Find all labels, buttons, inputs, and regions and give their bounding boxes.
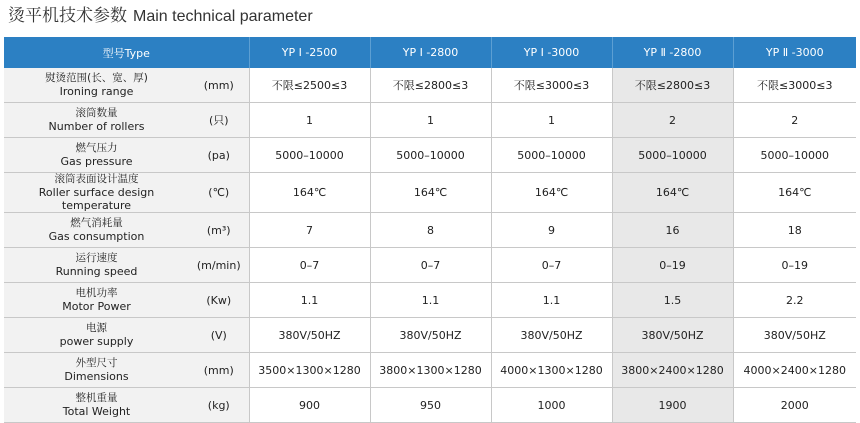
table-row bbox=[4, 248, 856, 283]
value-cell: 164℃ bbox=[491, 173, 612, 213]
param-unit: (pa) bbox=[189, 138, 249, 173]
value-cell: 不限≤2500≤3 bbox=[249, 68, 370, 103]
param-name-en: Dimensions bbox=[64, 370, 129, 383]
value-cell: 1.5 bbox=[612, 283, 733, 318]
value-cell: 1 bbox=[249, 103, 370, 138]
param-name-en: Motor Power bbox=[62, 300, 131, 313]
param-name-cn: 滚筒表面设计温度 bbox=[54, 173, 139, 185]
param-name-en: Total Weight bbox=[62, 405, 131, 418]
param-name-en: Roller surface design temperature bbox=[38, 186, 155, 212]
param-name-cn: 熨烫范围(长、宽、厚) bbox=[45, 72, 148, 84]
value-cell: 5000–10000 bbox=[370, 138, 491, 173]
value-cell: 3500×1300×1280 bbox=[249, 353, 370, 388]
param-name-cn: 整机重量 bbox=[75, 392, 118, 404]
table-row bbox=[4, 68, 856, 103]
param-unit: (℃) bbox=[189, 173, 249, 213]
param-name-en: Number of rollers bbox=[48, 120, 145, 133]
value-cell: 3800×2400×1280 bbox=[612, 353, 733, 388]
value-cell: 1.1 bbox=[249, 283, 370, 318]
table-row bbox=[4, 173, 856, 213]
value-cell: 2 bbox=[733, 103, 856, 138]
param-name-cn: 电机功率 bbox=[75, 287, 118, 299]
table-row bbox=[4, 353, 856, 388]
value-cell: 5000–10000 bbox=[491, 138, 612, 173]
value-cell: 0–7 bbox=[370, 248, 491, 283]
param-name-cn: 滚筒数量 bbox=[75, 107, 118, 119]
param-name-cn: 燃气压力 bbox=[75, 142, 118, 154]
param-name-cell bbox=[4, 318, 189, 353]
value-cell: 0–7 bbox=[249, 248, 370, 283]
header-model: YP Ⅰ -3000 bbox=[491, 37, 612, 68]
value-cell: 4000×1300×1280 bbox=[491, 353, 612, 388]
value-cell: 380V/50HZ bbox=[491, 318, 612, 353]
value-cell: 5000–10000 bbox=[249, 138, 370, 173]
param-name-en: Ironing range bbox=[59, 85, 134, 98]
header-model: YP Ⅱ -2800 bbox=[612, 37, 733, 68]
spec-table-body bbox=[4, 68, 856, 423]
value-cell: 164℃ bbox=[612, 173, 733, 213]
header-type-label: 型号Type bbox=[4, 37, 249, 68]
param-name-cell bbox=[4, 173, 189, 213]
page-title bbox=[8, 3, 313, 29]
value-cell: 950 bbox=[370, 388, 491, 423]
value-cell: 0–7 bbox=[491, 248, 612, 283]
value-cell: 380V/50HZ bbox=[370, 318, 491, 353]
value-cell: 7 bbox=[249, 213, 370, 248]
value-cell: 1000 bbox=[491, 388, 612, 423]
value-cell: 不限≤2800≤3 bbox=[370, 68, 491, 103]
param-name-cell bbox=[4, 283, 189, 318]
value-cell: 1 bbox=[370, 103, 491, 138]
value-cell: 8 bbox=[370, 213, 491, 248]
value-cell: 164℃ bbox=[370, 173, 491, 213]
param-name-en: power supply bbox=[59, 335, 134, 348]
value-cell: 0–19 bbox=[733, 248, 856, 283]
header-model: YP Ⅰ -2500 bbox=[249, 37, 370, 68]
value-cell: 380V/50HZ bbox=[249, 318, 370, 353]
value-cell: 不限≤3000≤3 bbox=[491, 68, 612, 103]
param-name-cell bbox=[4, 138, 189, 173]
value-cell: 2.2 bbox=[733, 283, 856, 318]
param-unit: (mm) bbox=[189, 68, 249, 103]
value-cell: 1.1 bbox=[491, 283, 612, 318]
param-name-cn: 电源 bbox=[86, 322, 107, 334]
param-name-cell bbox=[4, 388, 189, 423]
value-cell: 1.1 bbox=[370, 283, 491, 318]
table-row bbox=[4, 213, 856, 248]
value-cell: 18 bbox=[733, 213, 856, 248]
header-row bbox=[4, 37, 856, 68]
value-cell: 380V/50HZ bbox=[733, 318, 856, 353]
param-unit: (V) bbox=[189, 318, 249, 353]
value-cell: 2 bbox=[612, 103, 733, 138]
value-cell: 164℃ bbox=[733, 173, 856, 213]
param-unit: (m³) bbox=[189, 213, 249, 248]
table-row bbox=[4, 318, 856, 353]
param-name-cell bbox=[4, 213, 189, 248]
param-name-en: Gas consumption bbox=[48, 230, 145, 243]
value-cell: 5000–10000 bbox=[612, 138, 733, 173]
value-cell: 2000 bbox=[733, 388, 856, 423]
value-cell: 不限≤2800≤3 bbox=[612, 68, 733, 103]
header-model: YP Ⅱ -3000 bbox=[733, 37, 856, 68]
value-cell: 4000×2400×1280 bbox=[733, 353, 856, 388]
param-name-cn: 运行速度 bbox=[75, 252, 118, 264]
param-name-cell bbox=[4, 248, 189, 283]
value-cell: 1 bbox=[491, 103, 612, 138]
param-unit: (只) bbox=[189, 103, 249, 138]
param-name-cell bbox=[4, 353, 189, 388]
param-unit: (Kw) bbox=[189, 283, 249, 318]
value-cell: 16 bbox=[612, 213, 733, 248]
value-cell: 164℃ bbox=[249, 173, 370, 213]
header-model: YP Ⅰ -2800 bbox=[370, 37, 491, 68]
spec-table bbox=[4, 37, 856, 423]
value-cell: 5000–10000 bbox=[733, 138, 856, 173]
param-unit: (m/min) bbox=[189, 248, 249, 283]
value-cell: 380V/50HZ bbox=[612, 318, 733, 353]
value-cell: 不限≤3000≤3 bbox=[733, 68, 856, 103]
param-name-cell bbox=[4, 103, 189, 138]
param-name-cn: 燃气消耗量 bbox=[70, 217, 123, 229]
param-unit: (mm) bbox=[189, 353, 249, 388]
value-cell: 0–19 bbox=[612, 248, 733, 283]
title-cn: 烫平机技术参数 bbox=[8, 6, 127, 26]
table-row bbox=[4, 283, 856, 318]
value-cell: 3800×1300×1280 bbox=[370, 353, 491, 388]
param-name-en: Gas pressure bbox=[60, 155, 133, 168]
value-cell: 1900 bbox=[612, 388, 733, 423]
table-row bbox=[4, 388, 856, 423]
value-cell: 9 bbox=[491, 213, 612, 248]
param-name-cn: 外型尺寸 bbox=[75, 357, 118, 369]
table-row bbox=[4, 138, 856, 173]
title-en: Main technical parameter bbox=[133, 8, 313, 25]
value-cell: 900 bbox=[249, 388, 370, 423]
param-unit: (kg) bbox=[189, 388, 249, 423]
table-row bbox=[4, 103, 856, 138]
param-name-cell bbox=[4, 68, 189, 103]
param-name-en: Running speed bbox=[55, 265, 138, 278]
